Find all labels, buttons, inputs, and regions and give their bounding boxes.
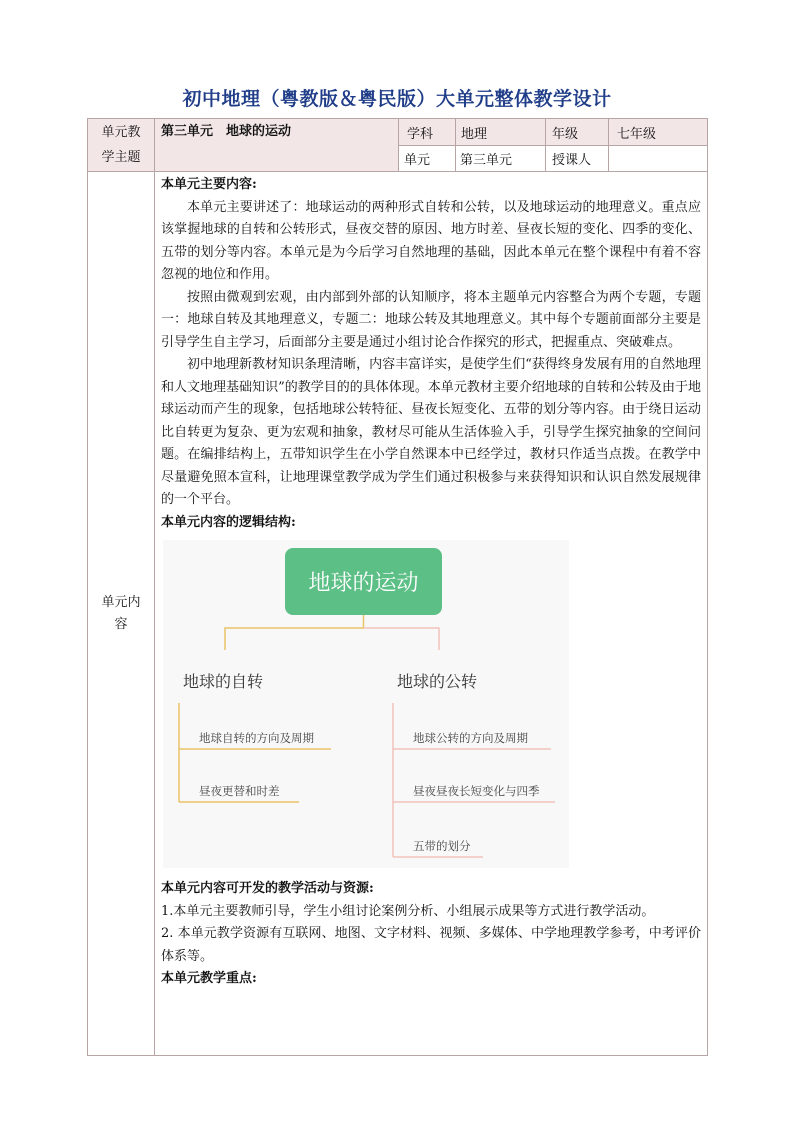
theme-label-line2: 学主题 xyxy=(101,150,141,165)
subject-label: 学科 xyxy=(399,119,456,146)
grade-label: 年级 xyxy=(546,119,609,146)
content-label-line1: 单元内 xyxy=(101,594,141,610)
mindmap-left-branch: 地球的自转 xyxy=(183,672,264,691)
heading-main-content: 本单元主要内容: xyxy=(161,177,257,192)
content-label-cell xyxy=(88,172,155,1056)
mindmap-diagram xyxy=(163,540,569,868)
paragraph-1: 本单元主要讲述了：地球运动的两种形式自转和公转，以及地球运动的地理意义。重点应该掌握地球的自转和公转形式，昼夜交替的原因、地方时差、昼夜长短的变化、四季的变化、五带的划分等内容。本单元是为今后学习自然地理的基础，因此本单元在整个课程中有着不容忽视的地位和作用。 xyxy=(161,199,701,282)
heading-logic-structure: 本单元内容的逻辑结构: xyxy=(161,514,296,530)
content-cell xyxy=(155,172,708,1056)
mindmap-left-item-2: 昼夜更替和时差 xyxy=(199,784,280,798)
content-label-line2: 容 xyxy=(114,616,128,632)
theme-label-line1: 单元教 xyxy=(101,125,141,140)
mindmap-left-item-1: 地球自转的方向及周期 xyxy=(199,731,314,745)
mindmap-right-item-2: 昼夜昼夜长短变化与四季 xyxy=(413,784,540,798)
mindmap-right-item-1: 地球公转的方向及周期 xyxy=(413,731,528,745)
paragraph-2: 按照由微观到宏观，由内部到外部的认知顺序，将本主题单元内容整合为两个专题，专题一：地球自转及其地理意义，专题二：地球公转及其地理意义。其中每个专题前面部分主要是引导学生自主学习，后面部分主要是通过小组讨论合作探究的形式，把握重点、突破难点。 xyxy=(161,289,701,350)
activity-item-1: 1.本单元主要教师引导，学生小组讨论案例分析、小组展示成果等方式进行教学活动。 xyxy=(161,903,655,919)
activity-item-2: 2. 本单元教学资源有互联网、地图、文字材料、视频、多媒体、中学地理教学参考，中考评价体系等。 xyxy=(161,926,701,964)
mindmap-connector-left xyxy=(225,615,364,650)
design-table xyxy=(87,118,708,1056)
unit-label: 单元 xyxy=(399,146,456,172)
heading-activities-resources: 本单元内容可开发的教学活动与资源: xyxy=(161,881,374,896)
mindmap-right-branch: 地球的公转 xyxy=(397,672,478,691)
unit-value: 第三单元 xyxy=(456,146,546,172)
document-title: 初中地理（粤教版＆粤民版）大单元整体教学设计 xyxy=(182,88,612,110)
paragraph-3: 初中地理新教材知识条理清晰，内容丰富详实，是使学生们“获得终身发展有用的自然地理和人文地理基础知识”的教学目的的具体体现。本单元教材主要介绍地球的自转和公转及由于地球运动而产生的现象，包括地球公转特征、昼夜长短变化、五带的划分等内容。由于绕日运动比自转更为复杂、更为宏观和抽象，教材尽可能从生活体验入手，引导学生探究抽象的空间问题。在编排结构上，五带知识学生在小学自然课本中已经学过，教材只作适当点拨。在教学中尽量避免照本宣科，让地理课堂教学成为学生们通过积极参与来获得知识和认识自然发展规律的一个平台。 xyxy=(161,357,701,507)
mindmap-root-label: 地球的运动 xyxy=(308,571,419,596)
teacher-label: 授课人 xyxy=(546,146,609,172)
subject-value: 地理 xyxy=(456,119,546,146)
heading-key-points: 本单元教学重点: xyxy=(161,971,257,986)
unit-title: 第三单元 地球的运动 xyxy=(155,119,399,172)
grade-value: 七年级 xyxy=(609,119,708,146)
theme-label-cell xyxy=(88,119,155,172)
mindmap-connector-right xyxy=(364,628,440,650)
mindmap-right-item-3: 五带的划分 xyxy=(413,839,471,853)
teacher-value xyxy=(609,146,708,172)
